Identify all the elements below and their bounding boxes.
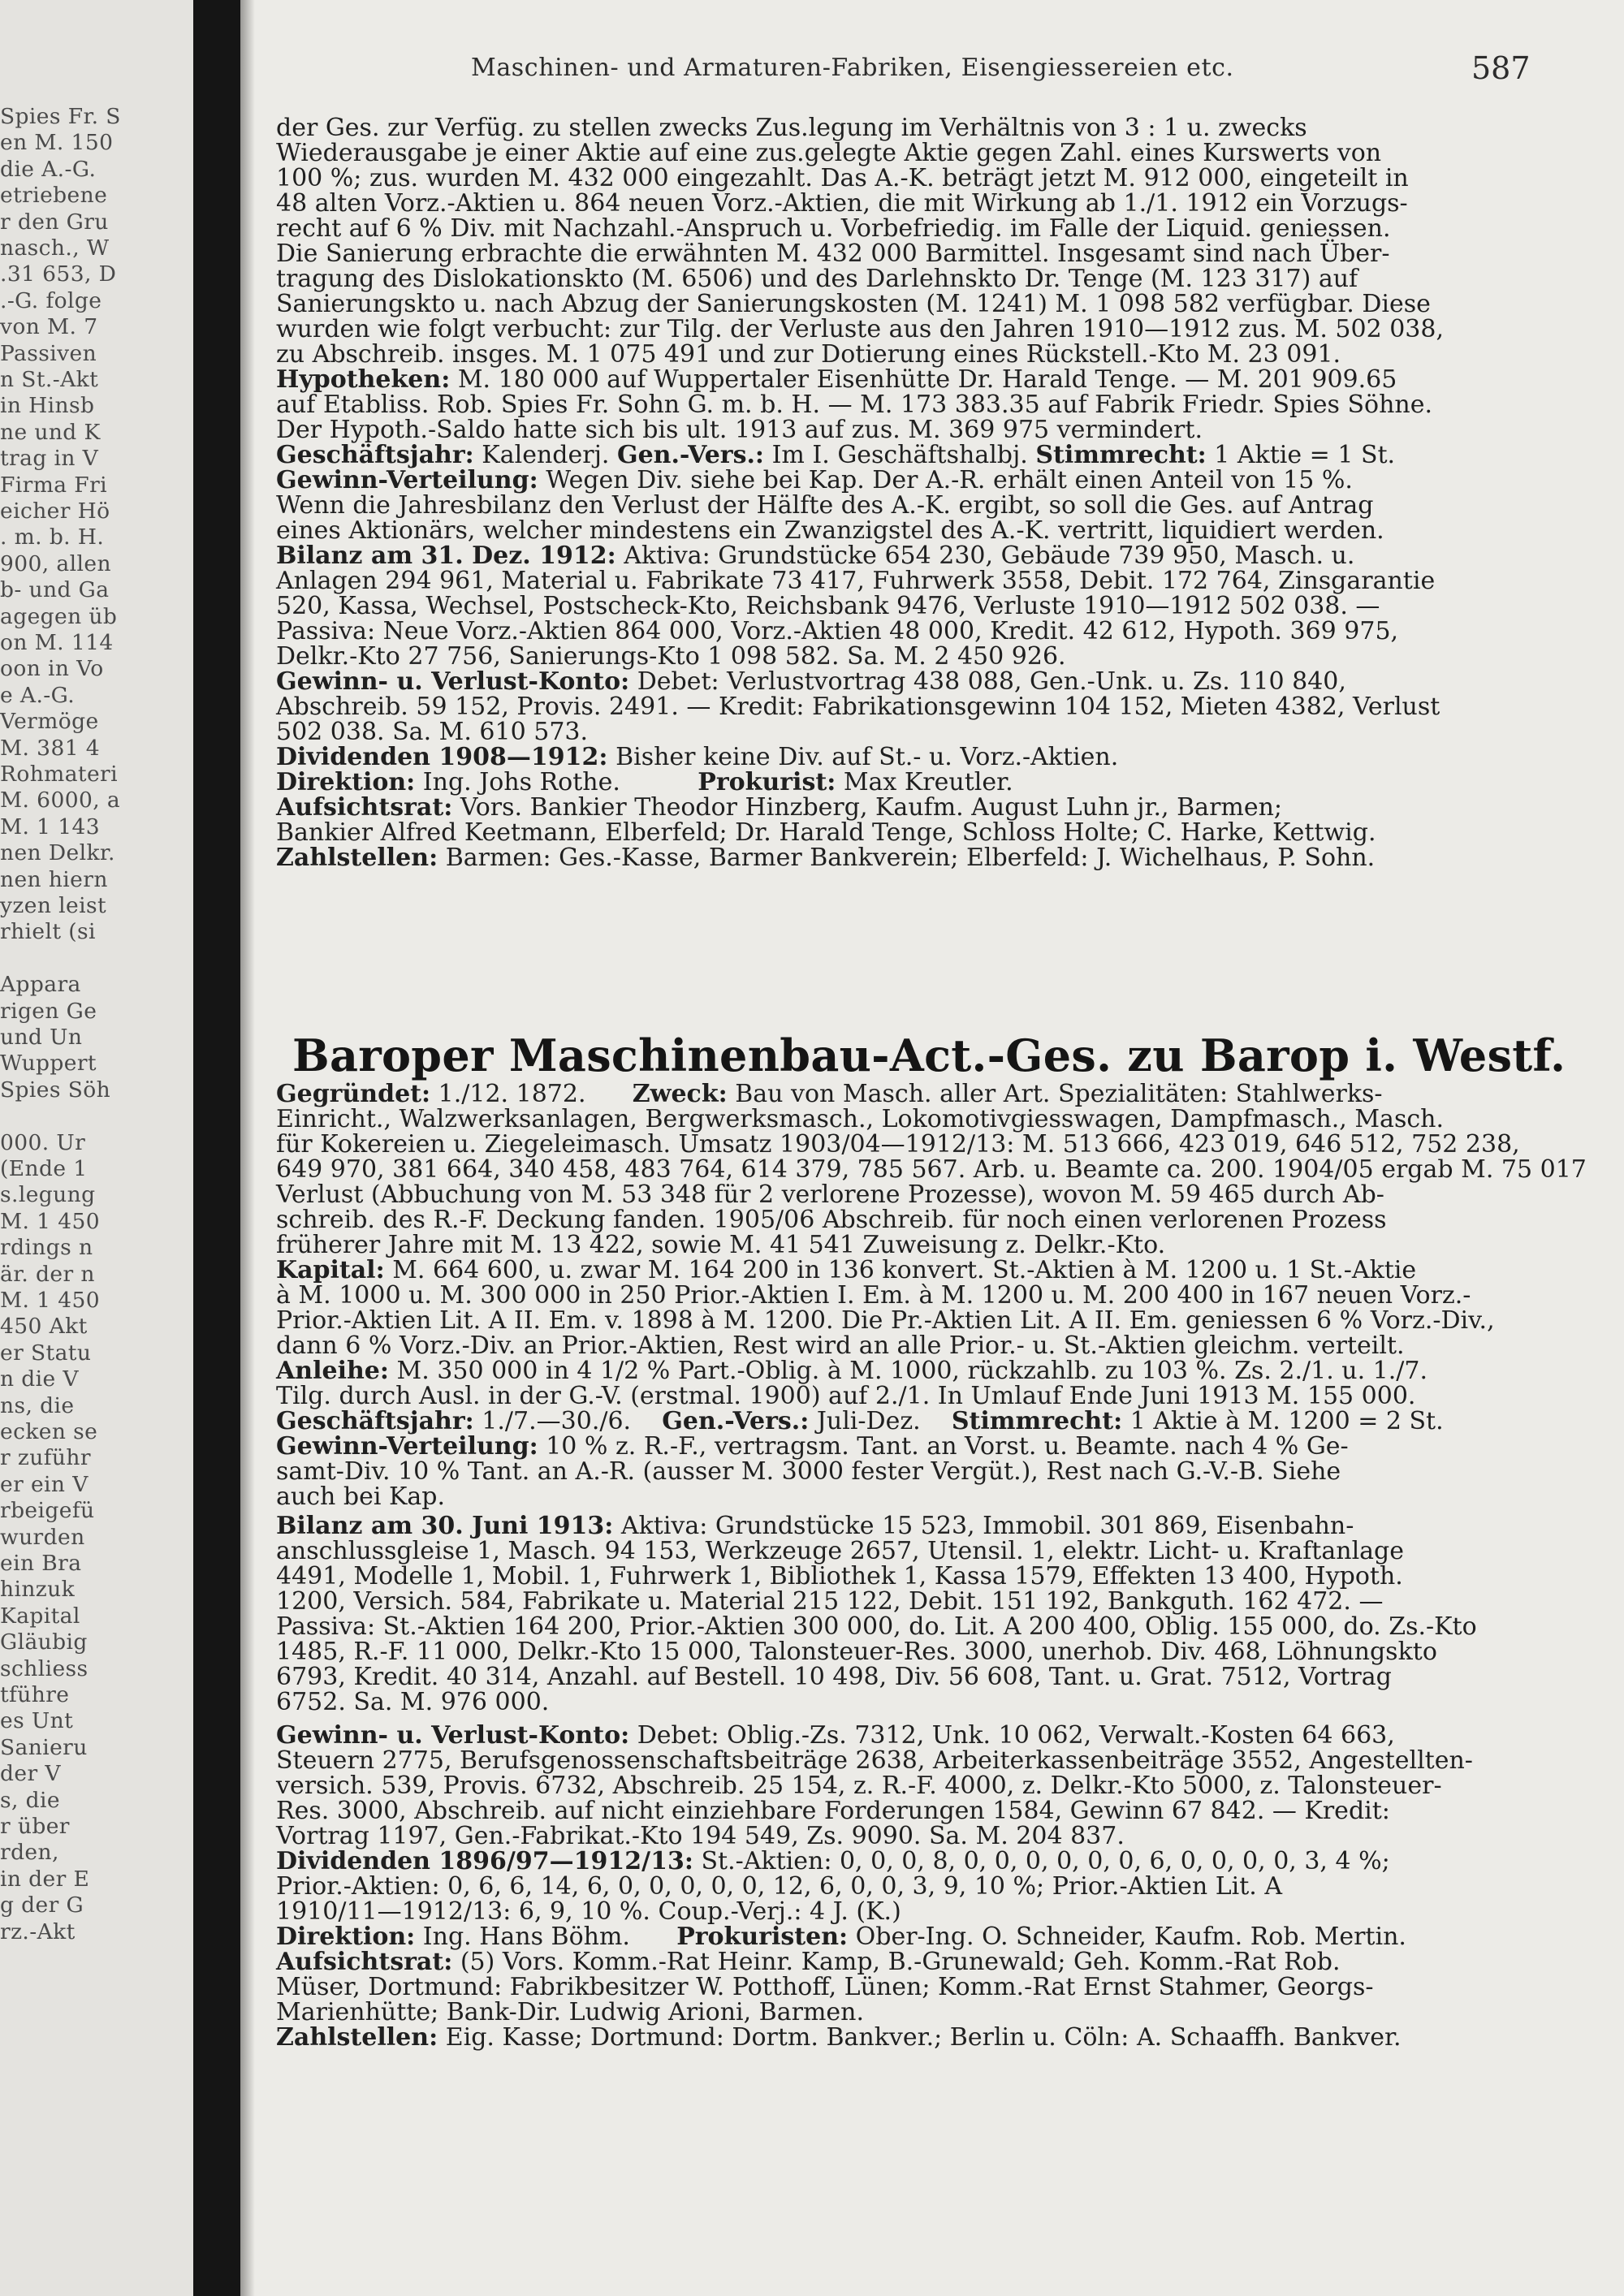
text-line: Tilg. durch Ausl. in der G.-V. (erstmal. 1900) auf 2./1. In Umlauf Ende Juni 1913 M. 155 000. [276, 1382, 1416, 1410]
left-page-text-fragment: rigen Ge [0, 998, 97, 1024]
gen-vers-label: Gen.-Vers.: [616, 441, 765, 469]
anleihe-label: Anleihe: [276, 1357, 389, 1385]
text-line: samt-Div. 10 % Tant. an A.-R. (ausser M. 3000 fester Vergüt.), Rest nach G.-V.-B. Siehe [276, 1457, 1341, 1486]
dividenden-entry [276, 1849, 1512, 1875]
left-page-text-fragment: Appara [0, 972, 81, 998]
bilanz-text: Aktiva: Grundstücke 15 523, Immobil. 301 869, Eisenbahn- [620, 1512, 1354, 1540]
left-page-text-fragment: rhielt (si [0, 919, 96, 945]
left-page-text-fragment: Spies Fr. S [0, 104, 121, 129]
text-line: 520, Kassa, Wechsel, Postscheck-Kto, Reichsbank 9476, Verluste 1910—1912 502 038. — [276, 592, 1380, 620]
bilanz-entry [276, 543, 1512, 569]
kapital-label: Kapital: [276, 1256, 385, 1284]
left-page-text-fragment: trag in V [0, 446, 99, 472]
gegruendet-label: Gegründet: [276, 1080, 431, 1108]
company-title: Baroper Maschinenbau-Act.-Ges. zu Barop i. Westf. [292, 1029, 1566, 1081]
left-page-text-fragment: M. 1 143 [0, 814, 101, 839]
text-line: Abschreib. 59 152, Provis. 2491. — Kredit: Fabrikationsgewinn 104 152, Mieten 4382, Verlust [276, 693, 1440, 721]
left-page-text-fragment: s.legung [0, 1182, 96, 1208]
text-line: 6793, Kredit. 40 314, Anzahl. auf Bestell. 10 498, Div. 56 608, Tant. u. Grat. 7512, Vortrag [276, 1663, 1392, 1691]
bilanz-text: Aktiva: Grundstücke 654 230, Gebäude 739 950, Masch. u. [624, 542, 1355, 570]
text-line: Prior.-Aktien Lit. A II. Em. v. 1898 à M. 1200. Die Pr.-Aktien Lit. A II. Em. geniessen 6 % Vorz.-Div., [276, 1306, 1495, 1335]
prokuristen-label: Prokuristen: [676, 1923, 849, 1951]
running-header: Maschinen- und Armaturen-Fabriken, Eisengiessereien etc. [471, 54, 1234, 82]
gewinn-verteilung-entry [276, 468, 1512, 494]
text-line: auf Etabliss. Rob. Spies Fr. Sohn G. m. b. H. — M. 173 383.35 auf Fabrik Friedr. Spies Söhne. [276, 391, 1433, 419]
text-line: Anlagen 294 961, Material u. Fabrikate 73 417, Fuhrwerk 3558, Debit. 172 764, Zinsgarantie [276, 567, 1436, 595]
left-page-text-fragment: M. 381 4 [0, 735, 101, 761]
text-line: Marienhütte; Bank-Dir. Ludwig Arioni, Barmen. [276, 1998, 865, 2026]
gewinn-verteilung-text: Wegen Div. siehe bei Kap. Der A.-R. erhält einen Anteil von 15 %. [546, 466, 1353, 494]
zahlstellen-value: Barmen: Ges.-Kasse, Barmer Bankverein; Elberfeld: J. Wichelhaus, P. Sohn. [445, 844, 1376, 872]
text-line: eines Aktionärs, welcher mindestens ein Zwanzigstel des A.-K. vertritt, liquidiert werden. [276, 516, 1384, 545]
geschaeftsjahr-value: 1./7.—30./6. [482, 1407, 632, 1435]
aufsichtsrat-entry [276, 1949, 1512, 1975]
text-line: Verlust (Abbuchung von M. 53 348 für 2 verlorene Prozesse), wovon M. 59 465 durch Ab- [276, 1180, 1384, 1209]
aufsichtsrat-entry [276, 795, 1512, 821]
bilanz-entry [276, 1513, 1512, 1539]
left-page-text-fragment: die A.-G. [0, 156, 97, 182]
text-line: zu Abschreib. insges. M. 1 075 491 und zur Dotierung eines Rückstell.-Kto M. 23 091. [276, 340, 1341, 369]
hypotheken-entry [276, 367, 1512, 393]
left-page-text-fragment: der V [0, 1761, 61, 1787]
left-page-text-fragment: in Hinsb [0, 393, 95, 419]
text-line: Sanierungskto u. nach Abzug der Sanierungskosten (M. 1241) M. 1 098 582 verfügbar. Diese [276, 290, 1431, 318]
text-line: der Ges. zur Verfüg. zu stellen zwecks Zus.legung im Verhältnis von 3 : 1 u. zwecks [276, 114, 1307, 142]
left-page-text-fragment: und Un [0, 1025, 83, 1050]
left-page-text-fragment: Spies Söh [0, 1077, 111, 1103]
zahlstellen-entry [276, 2025, 1512, 2051]
text-line: Delkr.-Kto 27 756, Sanierungs-Kto 1 098 582. Sa. M. 2 450 926. [276, 642, 1066, 671]
zahlstellen-value: Eig. Kasse; Dortmund: Dortm. Bankver.; Berlin u. Cöln: A. Schaaffh. Bankver. [445, 2023, 1402, 2052]
stimmrecht-value: 1 Aktie à M. 1200 = 2 St. [1129, 1407, 1444, 1435]
text-line: 502 038. Sa. M. 610 573. [276, 718, 589, 746]
left-page-text-fragment: ns, die [0, 1392, 75, 1418]
left-page-text-fragment: . m. b. H. [0, 524, 105, 550]
geschaeftsjahr-label: Geschäftsjahr: [276, 441, 474, 469]
left-page-text-fragment: Gläubig [0, 1629, 88, 1655]
aufsichtsrat-label: Aufsichtsrat: [276, 793, 453, 822]
gegruendet-entry [276, 1081, 1512, 1107]
text-line: versich. 539, Provis. 6732, Abschreib. 25 154, z. R.-F. 4000, z. Delkr.-Kto 5000, z. Talonsteuer- [276, 1772, 1442, 1800]
text-line: Müser, Dortmund: Fabrikbesitzer W. Potthoff, Lünen; Komm.-Rat Ernst Stahmer, Georgs- [276, 1973, 1374, 2001]
left-page-text-fragment: er ein V [0, 1471, 89, 1497]
left-page-text-fragment: Wuppert [0, 1051, 97, 1077]
left-page-text-fragment: Sanieru [0, 1734, 88, 1760]
left-page-text-fragment: M. 1 450 [0, 1208, 101, 1234]
text-line: früherer Jahre mit M. 13 422, sowie M. 41 541 Zuweisung z. Delkr.-Kto. [276, 1231, 1166, 1259]
kapital-entry [276, 1258, 1512, 1284]
aufsichtsrat-text: (5) Vors. Komm.-Rat Heinr. Kamp, B.-Grunewald; Geh. Komm.-Rat Rob. [460, 1948, 1341, 1976]
dividenden-label: Dividenden 1908—1912: [276, 743, 608, 771]
direktion-value: Ing. Johs Rothe. [422, 768, 620, 796]
left-page-text-fragment: 000. Ur [0, 1129, 86, 1155]
text-line: à M. 1000 u. M. 300 000 in 250 Prior.-Aktien I. Em. à M. 1200 u. M. 200 400 in 167 neuen Vorz.- [276, 1281, 1471, 1310]
left-page-text-fragment: hinzuk [0, 1577, 76, 1603]
text-line: Einricht., Walzwerksanlagen, Bergwerksmasch., Lokomotivgiesswagen, Dampfmasch., Masch. [276, 1105, 1444, 1133]
gewinn-verlust-label: Gewinn- u. Verlust-Konto: [276, 667, 630, 696]
prokurist-label: Prokurist: [698, 768, 836, 796]
left-page-text-fragment: s, die [0, 1787, 60, 1813]
page-number: 587 [1471, 50, 1531, 86]
left-page-text-fragment: Vermöge [0, 709, 99, 735]
gewinn-verteilung-label: Gewinn-Verteilung: [276, 466, 538, 494]
left-page-text-fragment: yzen leist [0, 893, 106, 918]
text-line: für Kokereien u. Ziegeleimasch. Umsatz 1903/04—1912/13: M. 513 666, 423 019, 646 512, 752 238, [276, 1130, 1520, 1159]
left-page-text-fragment: 450 Akt [0, 1314, 88, 1340]
left-page-text-fragment: rz.-Akt [0, 1918, 76, 1944]
text-line: Steuern 2775, Berufsgenossenschaftsbeiträge 2638, Arbeiterkassenbeiträge 3552, Angestellten- [276, 1746, 1473, 1775]
left-page-text-fragment: g der G [0, 1892, 84, 1918]
left-page-text-fragment: nasch., W [0, 235, 110, 261]
text-line: Prior.-Aktien: 0, 6, 6, 14, 6, 0, 0, 0, 0, 0, 12, 6, 0, 0, 3, 9, 10 %; Prior.-Aktien Lit. A [276, 1872, 1283, 1901]
prokuristen-value: Ober-Ing. O. Schneider, Kaufm. Rob. Mertin. [855, 1923, 1406, 1951]
geschaeftsjahr-entry [276, 1409, 1512, 1435]
geschaeftsjahr-entry [276, 442, 1512, 468]
text-line: Vortrag 1197, Gen.-Fabrikat.-Kto 194 549, Zs. 9090. Sa. M. 204 837. [276, 1822, 1125, 1850]
text-line: Passiva: Neue Vorz.-Aktien 864 000, Vorz.-Aktien 48 000, Kredit. 42 612, Hypoth. 369 975, [276, 617, 1399, 645]
text-line: Der Hypoth.-Saldo hatte sich bis ult. 1913 auf zus. M. 369 975 vermindert. [276, 416, 1203, 444]
geschaeftsjahr-value: Kalenderj. [482, 441, 610, 469]
hypotheken-label: Hypotheken: [276, 365, 451, 394]
text-line: auch bei Kap. [276, 1482, 445, 1511]
left-page-text-fragment: etriebene [0, 183, 108, 209]
left-page-text-fragment: 900, allen [0, 550, 111, 576]
direktion-entry [276, 770, 1512, 796]
left-page-text-fragment: .-G. folge [0, 287, 102, 313]
left-page-text-fragment: eicher Hö [0, 498, 110, 524]
gutter-shadow [240, 0, 255, 2296]
aufsichtsrat-label: Aufsichtsrat: [276, 1948, 453, 1976]
left-page-text-fragment: en M. 150 [0, 130, 114, 156]
zahlstellen-label: Zahlstellen: [276, 2023, 438, 2052]
left-page-text-fragment: nen Delkr. [0, 840, 115, 866]
left-page-text-fragment: M. 1 450 [0, 1288, 101, 1313]
left-page-text-fragment: wurden [0, 1524, 85, 1550]
left-page-text-fragment: rdings n [0, 1235, 93, 1261]
left-page-text-fragment: schliess [0, 1655, 89, 1681]
gewinn-verteilung-label: Gewinn-Verteilung: [276, 1432, 538, 1461]
text-line: tragung des Dislokationskto (M. 6506) und des Darlehnskto Dr. Tenge (M. 123 317) auf [276, 265, 1358, 293]
left-page-text-fragment: rden, [0, 1840, 59, 1866]
text-line: dann 6 % Vorz.-Div. an Prior.-Aktien, Rest wird an alle Prior.- u. St.-Aktien gleichm. verteilt. [276, 1331, 1405, 1360]
dividenden-text: St.-Aktien: 0, 0, 0, 8, 0, 0, 0, 0, 0, 0, 6, 0, 0, 0, 0, 3, 4 %; [701, 1847, 1390, 1875]
gewinn-verlust-text: Debet: Verlustvortrag 438 088, Gen.-Unk. u. Zs. 110 840, [637, 667, 1346, 696]
text-line: 649 970, 381 664, 340 458, 483 764, 614 379, 785 567. Arb. u. Beamte ca. 200. 1904/05 ergab M. 75 017 [276, 1155, 1587, 1184]
zahlstellen-entry [276, 845, 1512, 871]
stimmrecht-value: 1 Aktie = 1 St. [1214, 441, 1396, 469]
book-gutter [193, 0, 240, 2296]
text-line: 4491, Modelle 1, Mobil. 1, Fuhrwerk 1, Bibliothek 1, Kassa 1579, Effekten 13 400, Hypoth. [276, 1562, 1403, 1590]
dividenden-entry [276, 744, 1512, 770]
direktion-label: Direktion: [276, 1923, 416, 1951]
gewinn-verlust-text: Debet: Oblig.-Zs. 7312, Unk. 10 062, Verwalt.-Kosten 64 663, [637, 1721, 1395, 1750]
gewinn-verteilung-text: 10 % z. R.-F., vertragsm. Tant. an Vorst. u. Beamte. nach 4 % Ge- [546, 1432, 1349, 1461]
direktion-label: Direktion: [276, 768, 416, 796]
left-page-text-fragment: ein Bra [0, 1551, 82, 1576]
left-page-fragment [0, 0, 193, 2296]
left-page-text-fragment: Passiven [0, 340, 97, 366]
direktion-entry [276, 1924, 1512, 1950]
left-page-text-fragment: ecken se [0, 1419, 98, 1444]
kapital-text: M. 664 600, u. zwar M. 164 200 in 136 konvert. St.-Aktien à M. 1200 u. 1 St.-Aktie [392, 1256, 1417, 1284]
text-line: Passiva: St.-Aktien 164 200, Prior.-Aktien 300 000, do. Lit. A 200 400, Oblig. 155 000, do. Zs.-Kto [276, 1612, 1477, 1641]
text-line: Wenn die Jahresbilanz den Verlust der Hälfte des A.-K. ergibt, so soll die Ges. auf Antrag [276, 491, 1374, 520]
hypotheken-text: M. 180 000 auf Wuppertaler Eisenhütte Dr. Harald Tenge. — M. 201 909.65 [457, 365, 1397, 394]
left-page-text-fragment: Kapital [0, 1603, 80, 1629]
left-page-text-fragment: Firma Fri [0, 472, 108, 498]
left-page-text-fragment: e A.-G. [0, 682, 76, 708]
left-page-text-fragment: nen hiern [0, 866, 108, 892]
geschaeftsjahr-label: Geschäftsjahr: [276, 1407, 474, 1435]
text-line: 1200, Versich. 584, Fabrikate u. Material 215 122, Debit. 151 192, Bankguth. 162 472. — [276, 1587, 1384, 1616]
bilanz-label: Bilanz am 30. Juni 1913: [276, 1512, 614, 1540]
zweck-label: Zweck: [632, 1080, 728, 1108]
gen-vers-value: Juli-Dez. [816, 1407, 921, 1435]
left-page-text-fragment: n St.-Akt [0, 367, 99, 392]
text-line: anschlussgleise 1, Masch. 94 153, Werkzeuge 2657, Utensil. 1, elektr. Licht- u. Kraftanlage [276, 1537, 1405, 1565]
anleihe-text: M. 350 000 in 4 1/2 % Part.-Oblig. à M. 1000, rückzahlb. zu 103 %. Zs. 2./1. u. 1./7. [396, 1357, 1428, 1385]
prokurist-value: Max Kreutler. [843, 768, 1013, 796]
left-page-text-fragment: rbeigefü [0, 1498, 95, 1524]
anleihe-entry [276, 1358, 1512, 1384]
gewinn-verlust-entry [276, 669, 1512, 695]
stimmrecht-label: Stimmrecht: [1035, 441, 1207, 469]
left-page-text-fragment: er Statu [0, 1340, 92, 1366]
left-page-text-fragment: es Unt [0, 1708, 74, 1734]
left-page-text-fragment: är. der n [0, 1261, 95, 1287]
direktion-value: Ing. Hans Böhm. [422, 1923, 630, 1951]
left-page-text-fragment: on M. 114 [0, 630, 114, 655]
left-page-text-fragment: n die V [0, 1366, 79, 1392]
text-line: 1485, R.-F. 11 000, Delkr.-Kto 15 000, Talonsteuer-Res. 3000, unerhob. Div. 468, Löhnungskto [276, 1638, 1437, 1666]
left-page-text-fragment: r den Gru [0, 209, 109, 235]
left-page-text-fragment: (Ende 1 [0, 1156, 88, 1181]
bilanz-label: Bilanz am 31. Dez. 1912: [276, 542, 616, 570]
text-line: 1910/11—1912/13: 6, 9, 10 %. Coup.-Verj.: 4 J. (K.) [276, 1897, 901, 1926]
gewinn-verlust-entry [276, 1723, 1512, 1749]
gewinn-verlust-label: Gewinn- u. Verlust-Konto: [276, 1721, 630, 1750]
left-page-text-fragment: r zuführ [0, 1445, 91, 1471]
gewinn-verteilung-entry [276, 1434, 1512, 1460]
left-page-text-fragment: tführe [0, 1682, 70, 1707]
text-line: Res. 3000, Abschreib. auf nicht einziehbare Forderungen 1584, Gewinn 67 842. — Kredit: [276, 1797, 1390, 1825]
left-page-text-fragment: b- und Ga [0, 577, 110, 603]
text-line: 6752. Sa. M. 976 000. [276, 1688, 550, 1716]
text-line: schreib. des R.-F. Deckung fanden. 1905/06 Abschreib. für noch einen verlorenen Prozess [276, 1206, 1387, 1234]
left-page-text-fragment: oon in Vo [0, 656, 104, 682]
left-page-text-fragment: von M. 7 [0, 314, 98, 340]
left-page-text-fragment: agegen üb [0, 603, 118, 629]
left-page-text-fragment: Rohmateri [0, 762, 118, 787]
dividenden-value: Bisher keine Div. auf St.- u. Vorz.-Aktien. [615, 743, 1119, 771]
text-line: 100 %; zus. wurden M. 432 000 eingezahlt. Das A.-K. beträgt jetzt M. 912 000, eingeteilt in [276, 164, 1409, 192]
text-line: wurden wie folgt verbucht: zur Tilg. der Verluste aus den Jahren 1910—1912 zus. M. 502 038, [276, 315, 1444, 343]
left-page-text-fragment: in der E [0, 1866, 90, 1892]
left-page-text-fragment: ne und K [0, 419, 101, 445]
text-line: Bankier Alfred Keetmann, Elberfeld; Dr. Harald Tenge, Schloss Holte; C. Harke, Kettwig. [276, 818, 1376, 847]
gen-vers-value: Im I. Geschäftshalbj. [771, 441, 1028, 469]
left-page-text-fragment: M. 6000, a [0, 788, 121, 814]
aufsichtsrat-text: Vors. Bankier Theodor Hinzberg, Kaufm. August Luhn jr., Barmen; [460, 793, 1283, 822]
stimmrecht-label: Stimmrecht: [951, 1407, 1123, 1435]
zahlstellen-label: Zahlstellen: [276, 844, 438, 872]
text-line: 48 alten Vorz.-Aktien u. 864 neuen Vorz.-Aktien, die mit Wirkung ab 1./1. 1912 ein Vorzugs- [276, 189, 1408, 218]
text-line: Die Sanierung erbrachte die erwähnten M. 432 000 Barmittel. Insgesamt sind nach Über- [276, 240, 1390, 268]
gen-vers-label: Gen.-Vers.: [662, 1407, 810, 1435]
left-page-text-fragment: r über [0, 1814, 70, 1839]
text-line: recht auf 6 % Div. mit Nachzahl.-Anspruch u. Vorbefriedig. im Falle der Liquid. geniessen. [276, 214, 1391, 243]
zweck-value: Bau von Masch. aller Art. Spezialitäten: Stahlwerks- [735, 1080, 1383, 1108]
text-line: Wiederausgabe je einer Aktie auf eine zus.gelegte Aktie gegen Zahl. eines Kurswerts von [276, 139, 1382, 167]
left-page-text-fragment: .31 653, D [0, 261, 117, 287]
gegruendet-value: 1./12. 1872. [438, 1080, 586, 1108]
dividenden-label: Dividenden 1896/97—1912/13: [276, 1847, 693, 1875]
